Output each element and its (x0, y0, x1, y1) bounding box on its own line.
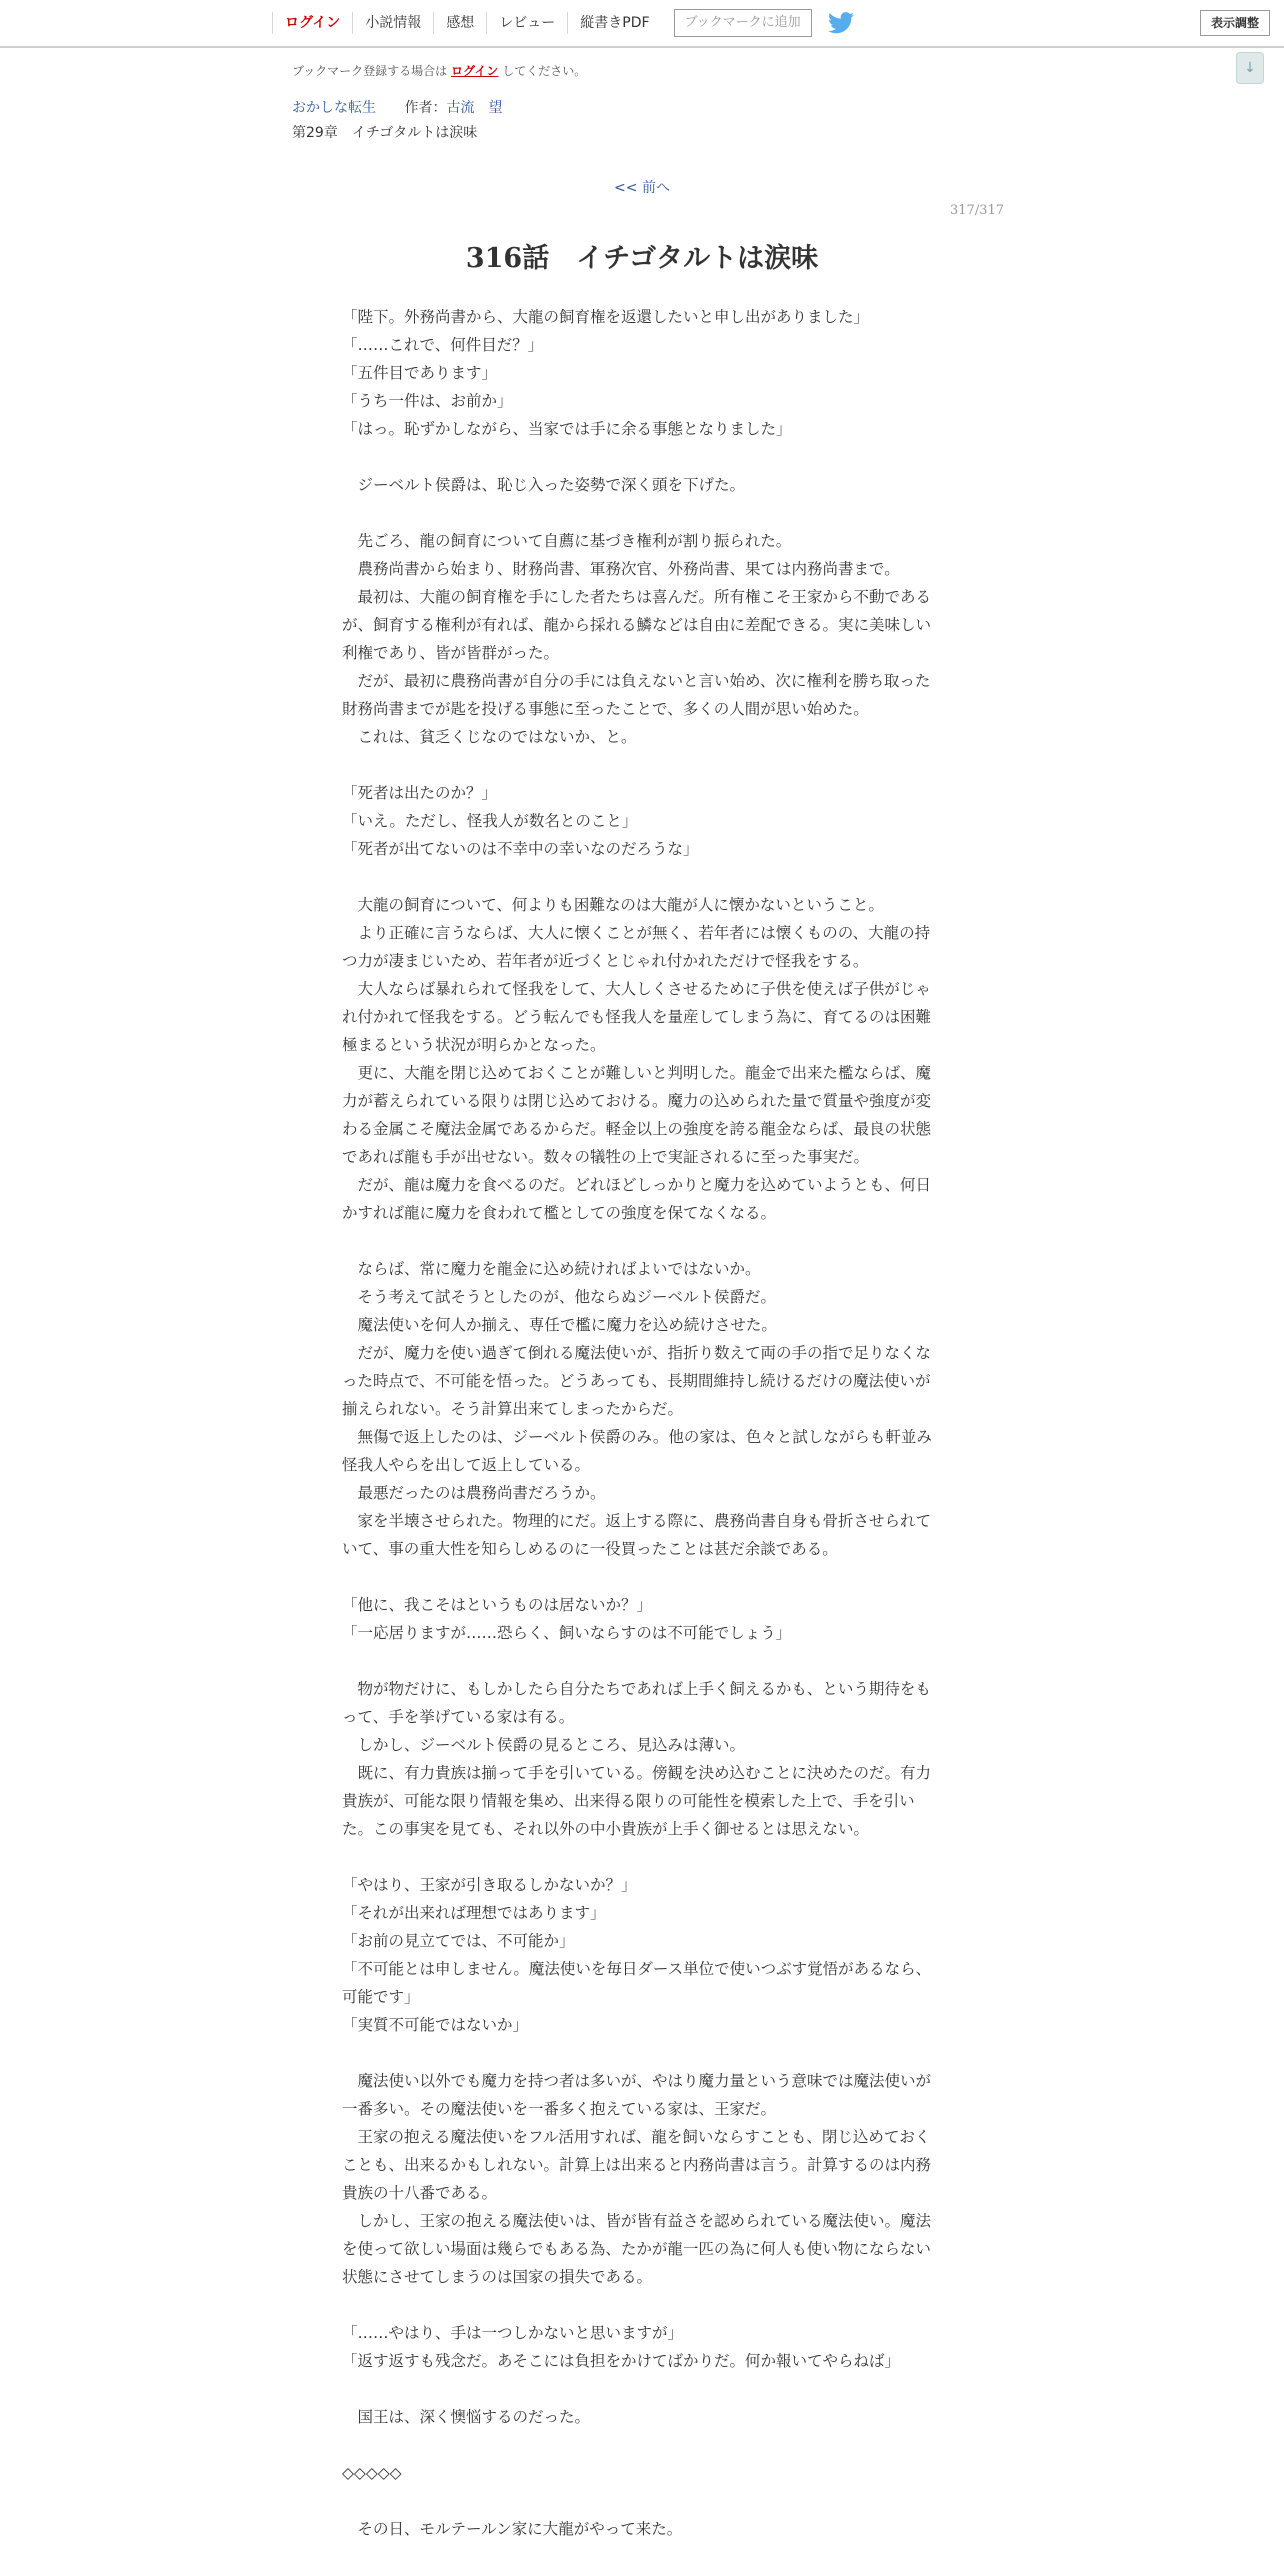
body-paragraph: 最悪だったのは農務尚書だろうか。 (342, 1484, 606, 1502)
body-paragraph: その日、モルテールン家に大龍がやって来た。 (342, 2520, 683, 2538)
nav-vertical-pdf[interactable]: 縦書きPDF (567, 12, 661, 34)
body-paragraph: 「死者は出たのか？」 (342, 784, 498, 802)
body-paragraph: ◇◇◇◇◇ (342, 2464, 402, 2482)
nav-novel-info[interactable]: 小説情報 (352, 12, 433, 34)
novel-body (342, 303, 936, 2543)
page-counter: 317/317 (950, 203, 1005, 218)
body-paragraph: しかし、ジーベルト侯爵の見るところ、見込みは薄い。 (342, 1736, 746, 1754)
chapter-title: 第29章 イチゴタルトは涙味 (292, 125, 478, 141)
body-paragraph: 「……やはり、手は一つしかないと思いますが」 (342, 2324, 684, 2342)
notice-suffix: してください。 (502, 64, 587, 78)
body-paragraph: 「いえ。ただし、怪我人が数名とのこと」 (342, 812, 638, 830)
body-paragraph: 「死者が出てないのは不幸中の幸いなのだろうな」 (342, 840, 699, 858)
notice-login-link[interactable]: ログイン (451, 64, 499, 78)
novel-title-link[interactable]: おかしな転生 (292, 100, 376, 116)
body-paragraph: 王家の抱える魔法使いをフル活用すれば、龍を飼いならすことも、閉じ込めておくことも、出来るかもしれない。計算上は出来ると内務尚書は言う。計算するのは内務貴族の十八番である。 (342, 2128, 932, 2202)
body-paragraph: 家を半壊させられた。物理的にだ。返上する際に、農務尚書自身も骨折させられていて、事の重大性を知らしめるのに一役買ったことは甚だ余談である。 (342, 1512, 932, 1558)
twitter-icon[interactable] (828, 12, 854, 34)
body-paragraph (342, 499, 936, 527)
body-paragraph: 魔法使いを何人か揃え、専任で檻に魔力を込め続けさせた。 (342, 1316, 777, 1334)
body-paragraph (342, 1843, 936, 1871)
body-paragraph: 「はっ。恥ずかしながら、当家では手に余る事態となりました」 (342, 420, 792, 438)
body-paragraph: 「不可能とは申しません。魔法使いを毎日ダース単位で使いつぶす覚悟があるなら、可能です」 (342, 1960, 932, 2006)
episode-title: 316話 イチゴタルトは涙味 (465, 243, 819, 274)
body-paragraph (342, 1563, 936, 1591)
nav-reviews[interactable]: レビュー (486, 12, 567, 34)
body-paragraph: これは、貧乏くじなのではないか、と。 (342, 728, 637, 746)
author-link[interactable]: 古流 望 (446, 100, 503, 116)
body-paragraph: 「返す返すも残念だ。あそこには負担をかけてばかりだ。何か報いてやらねば」 (342, 2352, 901, 2370)
add-bookmark-button[interactable]: ブックマークに追加 (674, 9, 812, 37)
body-paragraph: 更に、大龍を閉じ込めておくことが難しいと判明した。龍金で出来た檻ならば、魔力が蓄えられている限りは閉じ込めておける。魔力の込められた量で質量や強度が変わる金属こそ魔法金属であるからだ。軽金以上の強度を誇る龍金ならば、最良の状態であれば龍も手が出せない。数々の犠牲の上で実証されるに至った事実だ。 (342, 1064, 932, 1166)
body-paragraph: 「陛下。外務尚書から、大龍の飼育権を返還したいと申し出がありました」 (342, 308, 870, 326)
body-paragraph (342, 443, 936, 471)
body-paragraph: 国王は、深く懊悩するのだった。 (342, 2408, 591, 2426)
body-paragraph: より正確に言うならば、大人に懐くことが無く、若年者には懐くものの、大龍の持つ力が凄まじいため、若年者が近づくとじゃれ付かれただけで怪我をする。 (342, 924, 931, 970)
nav-login[interactable]: ログイン (272, 12, 352, 34)
body-paragraph: 「うち一件は、お前か」 (342, 392, 513, 410)
body-paragraph: ならば、常に魔力を龍金に込め続ければよいではないか。 (342, 1260, 761, 1278)
body-paragraph: 「それが出来れば理想ではあります」 (342, 1904, 606, 1922)
body-paragraph: 「実質不可能ではないか」 (342, 2016, 529, 2034)
bookmark-notice (292, 62, 586, 79)
body-paragraph (342, 863, 936, 891)
body-paragraph: 大人ならば暴れられて怪我をして、大人しくさせるために子供を使えば子供がじゃれ付かれて怪我をする。どう転んでも怪我人を量産してしまう為に、育てるのは困難極まるという状況が明らかとなった。 (342, 980, 932, 1054)
body-paragraph: 「他に、我こそはというものは居ないか？」 (342, 1596, 653, 1614)
site-header (0, 0, 1284, 48)
body-paragraph (342, 2487, 936, 2515)
body-paragraph: 最初は、大龍の飼育権を手にした者たちは喜んだ。所有権こそ王家から不動であるが、飼育する権利が有れば、龍から採れる鱗などは自由に差配できる。実に美味しい利権であり、皆が皆群がった。 (342, 588, 932, 662)
body-paragraph (342, 751, 936, 779)
body-paragraph: 「五件目であります」 (342, 364, 498, 382)
display-settings-button[interactable]: 表示調整 (1200, 10, 1270, 36)
prev-link-text[interactable]: << 前へ (614, 180, 670, 196)
body-paragraph (342, 2431, 936, 2459)
author-label: 作者： (404, 100, 447, 116)
body-paragraph: 先ごろ、龍の飼育について自薦に基づき権利が割り振られた。 (342, 532, 792, 550)
body-paragraph: 既に、有力貴族は揃って手を引いている。傍観を決め込むことに決めたのだ。有力貴族が、可能な限り情報を集め、出来得る限りの可能性を模索した上で、手を引いた。この事実を見ても、それ以外の中小貴族が上手く御せるとは思えない。 (342, 1764, 932, 1838)
body-paragraph: 「……これで、何件目だ？」 (342, 336, 544, 354)
body-paragraph: 無傷で返上したのは、ジーベルト侯爵のみ。他の家は、色々と試しながらも軒並み怪我人やらを出して返上している。 (342, 1428, 932, 1474)
notice-prefix: ブックマーク登録する場合は (292, 64, 448, 78)
body-paragraph: 農務尚書から始まり、財務尚書、軍務次官、外務尚書、果ては内務尚書まで。 (342, 560, 900, 578)
body-paragraph: 物が物だけに、もしかしたら自分たちであれば上手く飼えるかも、という期待をもって、手を挙げている家は有る。 (342, 1680, 931, 1726)
body-paragraph: 「お前の見立てでは、不可能か」 (342, 1932, 575, 1950)
body-paragraph: しかし、王家の抱える魔法使いは、皆が皆有益さを認められている魔法使い。魔法を使って欲しい場面は幾らでもある為、たかが龍一匹の為に何人も使い物にならない状態にさせてしまうのは国家の損失である。 (342, 2212, 932, 2286)
top-nav (272, 0, 854, 46)
prev-page-link (0, 177, 1284, 197)
body-paragraph: 大龍の飼育について、何よりも困難なのは大龍が人に懐かないということ。 (342, 896, 884, 914)
body-paragraph: だが、魔力を使い過ぎて倒れる魔法使いが、指折り数えて両の手の指で足りなくなった時点で、不可能を悟った。どうあっても、長期間維持し続けるだけの魔法使いが揃えられない。そう計算出来てしまったからだ。 (342, 1344, 932, 1418)
body-paragraph (342, 2039, 936, 2067)
body-paragraph: 魔法使い以外でも魔力を持つ者は多いが、やはり魔力量という意味では魔法使いが一番多い。その魔法使いを一番多く抱えている家は、王家だ。 (342, 2072, 932, 2118)
scroll-down-button[interactable]: ↓ (1236, 52, 1264, 84)
body-paragraph (342, 2375, 936, 2403)
body-paragraph (342, 1227, 936, 1255)
novel-info-line (292, 97, 502, 117)
body-paragraph: 「やはり、王家が引き取るしかないか？」 (342, 1876, 637, 1894)
body-paragraph: だが、龍は魔力を食べるのだ。どれほどしっかりと魔力を込めていようとも、何日かすれば龍に魔力を食われて檻としての強度を保てなくなる。 (342, 1176, 932, 1222)
body-paragraph (342, 1647, 936, 1675)
body-paragraph (342, 2291, 936, 2319)
body-paragraph: だが、最初に農務尚書が自分の手には負えないと言い始め、次に権利を勝ち取った財務尚書までが匙を投げる事態に至ったことで、多くの人間が思い始めた。 (342, 672, 931, 718)
body-paragraph: 「一応居りますが……恐らく、飼いならすのは不可能でしょう」 (342, 1624, 792, 1642)
body-paragraph: ジーベルト侯爵は、恥じ入った姿勢で深く頭を下げた。 (342, 476, 746, 494)
body-paragraph: そう考えて試そうとしたのが、他ならぬジーベルト侯爵だ。 (342, 1288, 777, 1306)
nav-impressions[interactable]: 感想 (433, 12, 486, 34)
